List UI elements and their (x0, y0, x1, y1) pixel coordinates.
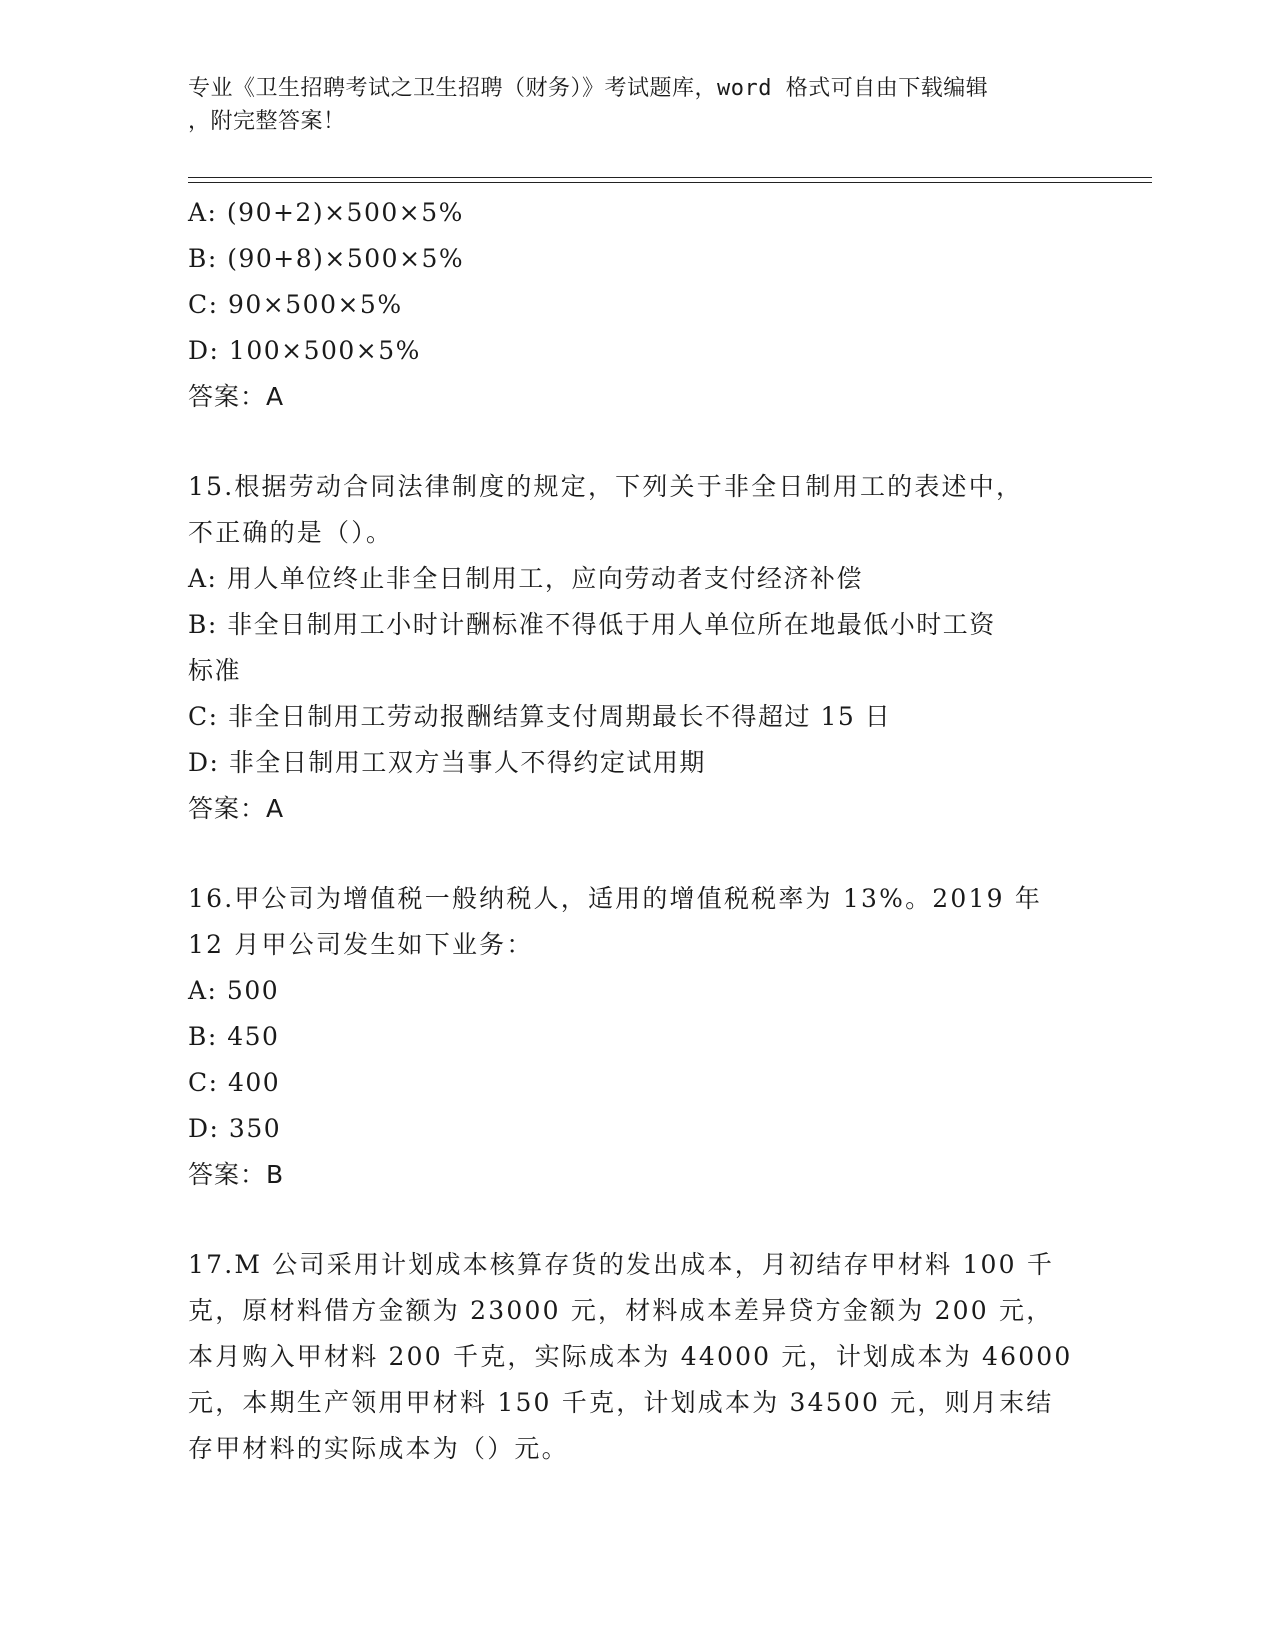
option-d: D: 非全日制用工双方当事人不得约定试用期 (188, 748, 706, 777)
option-d: D: 350 (188, 1114, 282, 1143)
option-b: B: 450 (188, 1022, 280, 1051)
option-c: C: 90×500×5% (188, 290, 403, 319)
answer-line: 答案：B (188, 1160, 285, 1189)
option-d: D: 100×500×5% (188, 336, 421, 365)
question-text-line: 存甲材料的实际成本为（）元。 (188, 1434, 569, 1463)
question-text-line: 元，本期生产领用甲材料 150 千克，计划成本为 34500 元，则月末结 (188, 1388, 1054, 1417)
question-text-line: 本月购入甲材料 200 千克，实际成本为 44000 元，计划成本为 46000 (188, 1342, 1073, 1371)
header-divider-top (188, 177, 1152, 178)
option-a: A: 500 (188, 976, 280, 1005)
answer-line: 答案：A (188, 794, 285, 823)
question-text-line: 克，原材料借方金额为 23000 元，材料成本差异贷方金额为 200 元， (188, 1296, 1054, 1325)
question-text-line: 12 月甲公司发生如下业务： (188, 930, 534, 959)
question-15-block (188, 464, 1088, 832)
question-14-block (188, 190, 1088, 420)
option-c: C: 400 (188, 1068, 281, 1097)
option-a: A: (90+2)×500×5% (188, 198, 464, 227)
question-text-line: 16.甲公司为增值税一般纳税人，适用的增值税税率为 13%。2019 年 (188, 884, 1043, 913)
answer-line: 答案：A (188, 382, 285, 411)
header-line-1: 专业《卫生招聘考试之卫生招聘（财务）》考试题库，word 格式可自由下载编辑 (188, 76, 989, 101)
option-b: B: (90+8)×500×5% (188, 244, 465, 273)
question-17-block (188, 1242, 1088, 1472)
document-header (188, 72, 1068, 138)
header-divider-bottom (188, 182, 1152, 183)
question-text-line: 17.M 公司采用计划成本核算存货的发出成本，月初结存甲材料 100 千 (188, 1250, 1055, 1279)
question-text-line: 不正确的是（）。 (188, 518, 394, 547)
option-b: B: 非全日制用工小时计酬标准不得低于用人单位所在地最低小时工资 (188, 610, 996, 639)
question-text-line: 15.根据劳动合同法律制度的规定，下列关于非全日制用工的表述中， (188, 472, 1024, 501)
option-a: A: 用人单位终止非全日制用工，应向劳动者支付经济补偿 (188, 564, 863, 593)
question-content (188, 190, 1088, 1472)
question-16-block (188, 876, 1088, 1198)
option-b-continued: 标准 (188, 656, 242, 685)
header-line-2: ，附完整答案！ (188, 109, 346, 134)
option-c: C: 非全日制用工劳动报酬结算支付周期最长不得超过 15 日 (188, 702, 892, 731)
